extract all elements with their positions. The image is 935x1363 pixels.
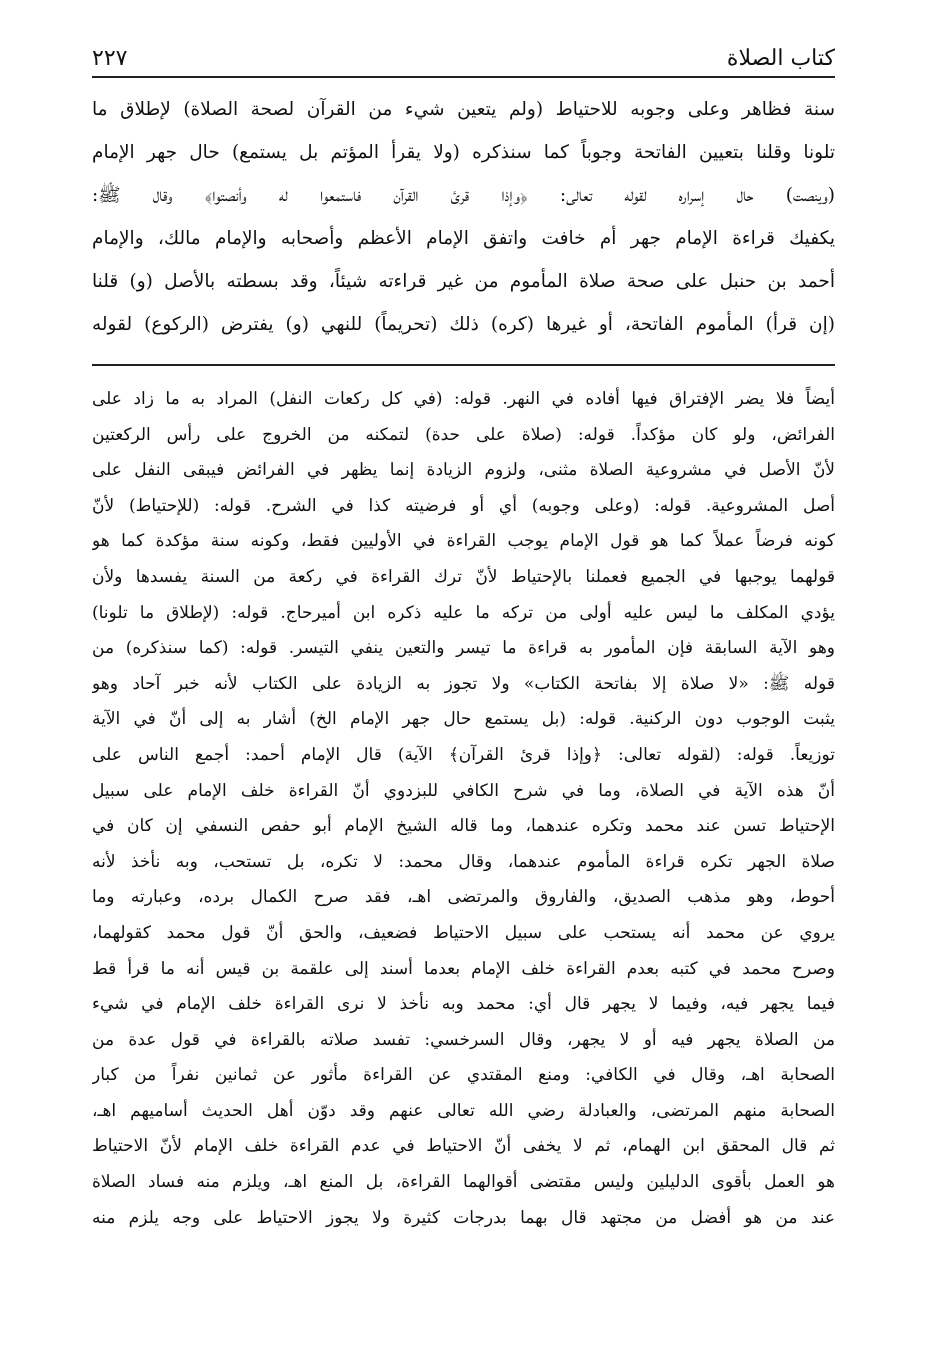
main-text-line: أحمد بن حنبل على صحة صلاة المأموم من غير قراءته شيئاً، وقد بسطته بالأصل (و) قلنا [92,271,835,292]
main-text-block [92,88,835,346]
footnote-line: قولهما يوجبها في الجميع فعملنا بالإحتياط لأنّ ترك القراءة في ركعة من السنة يفسدها ولأن [92,566,835,587]
footnote-line: الفرائض، ولو كان مؤكداً. قوله: (صلاة على حدة) لتمكنه من الخروج على رأس الركعتين [92,424,835,445]
footnote-line: يؤدي المكلف ما ليس عليه أولى من تركه ما عليه ذكره ابن أميرحاج. قوله: (لإطلاق ما تلونا) [92,602,835,623]
footnote-line: ثم قال المحقق ابن الهمام، ثم لا يخفى أنّ الاحتياط في عدم القراءة خلف الإمام لأنّ الاحتياط [92,1136,835,1157]
page-number: ٢٢٧ [92,46,128,71]
footnote-line: الصحابة اهـ، وقال في الكافي: ومنع المقتدي عن القراءة مأثور عن ثمانين نفراً من كبار [92,1065,835,1086]
footnote-block [92,382,835,1236]
main-text-line: سنة فظاهر وعلى وجوبه للاحتياط (ولم يتعين شيء من القرآن لصحة الصلاة) لإطلاق ما [92,99,835,120]
footnote-line: الإحتياط تسن عند محمد وتكره عندهما، وما قاله الشيخ الإمام أبو حفص النسفي إن كان في [92,816,835,837]
chapter-title: كتاب الصلاة [726,46,835,71]
footnote-line: يثبت الوجوب دون الركنية. قوله: (بل يستمع حال جهر الإمام الخ) أشار به إلى أنّ في الآية [92,709,835,730]
page-header [92,32,835,78]
footnote-line: عند من هو أفضل من مجتهد قال بهما بدرجات كثيرة ولا يجوز الاحتياط على وجه يلزم منه [92,1207,835,1228]
footnote-line: من الصلاة يجهر فيه أو لا يجهر، وقال السرخسي: تفسد صلاته بالقراءة في قول عدة من [92,1029,835,1050]
footnote-line: أيضاً فلا يضر الإفتراق فيها أفاده في النهر. قوله: (في كل ركعات النفل) المراد به ما زاد على [92,389,835,409]
footnote-line: هو العمل بأقوى الدليلين وليس مقتضى أقوالهما القراءة، بل المنع اهـ، ويلزم منه فساد الصلاة [92,1172,835,1193]
footnote-line: أحوط، وهو مذهب الصديق، والفاروق والمرتضى اهـ، فقد صرح الكمال برده، وعبارته وما [92,887,835,908]
footnote-line: صلاة الجهر تكره قراءة المأموم عندهما، وقال محمد: لا تكره، بل تستحب، وبه نأخذ لأنه [92,851,835,872]
footnote-separator [92,364,835,366]
footnote-line: لأنّ الأصل في مشروعية الصلاة مثنى، ولزوم الزيادة إنما يظهر في الفرائض فيبقى النفل على [92,460,835,481]
footnote-line: أنّ هذه الآية في الصلاة، وما في شرح الكافي للبزدوي أنّ القراءة خلف الإمام على سبيل [92,780,835,801]
footnote-line: وهو الآية السابقة فإن المأمور به قراءة ما تيسر والتعين ينفي التيسر. قوله: (كما سنذكره) من [92,638,835,659]
footnote-line: قوله ﷺ: «لا صلاة إلا بفاتحة الكتاب» ولا تجوز به الزيادة على الكتاب لأنه خبر آحاد وهو [92,673,835,694]
main-text-line: (إن قرأ) المأموم الفاتحة، أو غيرها (كره) ذلك (تحريماً) للنهي (و) يفترض (الركوع) لقوله [92,314,835,335]
footnote-line: الصحابة منهم المرتضى، والعبادلة رضي الله تعالى عنهم وقد دوّن أهل الحديث أساميهم اهـ، [92,1100,835,1121]
main-text-line: تلونا وقلنا بتعيين الفاتحة وجوباً كما سنذكره (ولا يقرأ المؤتم بل يستمع) حال جهر الإمام [92,142,835,163]
footnote-line: كونه فرضاً عملاً كما هو قول الإمام يوجب القراءة في الأوليين فقط، وكونه سنة مؤكدة كما هو [92,531,835,552]
footnote-line: وصرح محمد في كتبه بعدم القراءة خلف الإمام بعدما أسند إلى علقمة بن قيس أنه ما قرأ قط [92,958,835,979]
main-text-line: (وينصت) حال إسراره لقوله تعالى: ﴿وإذا قرئ القرآن فاستمعوا له وأنصتوا﴾ وقال ﷺ: [92,185,835,206]
footnote-line: فيما يجهر فيه، وفيما لا يجهر قال أي: محمد وبه نأخذ لا نرى القراءة خلف الإمام في شيء [92,994,835,1015]
footnote-line: توزيعاً. قوله: (لقوله تعالى: ﴿وإذا قرئ القرآن﴾ الآية) قال الإمام أحمد: أجمع الناس على [92,744,835,765]
footnote-line: يروي عن محمد أنه يستحب على سبيل الاحتياط فضعيف، والحق أنّ قول محمد كقولهما، [92,922,835,943]
main-text-line: يكفيك قراءة الإمام جهر أم خافت واتفق الإمام الأعظم وأصحابه والإمام مالك، والإمام [92,228,835,249]
footnote-line: أصل المشروعية. قوله: (وعلى وجوبه) أي أو فرضيته كذا في الشرح. قوله: (للإحتياط) لأنّ [92,495,835,516]
